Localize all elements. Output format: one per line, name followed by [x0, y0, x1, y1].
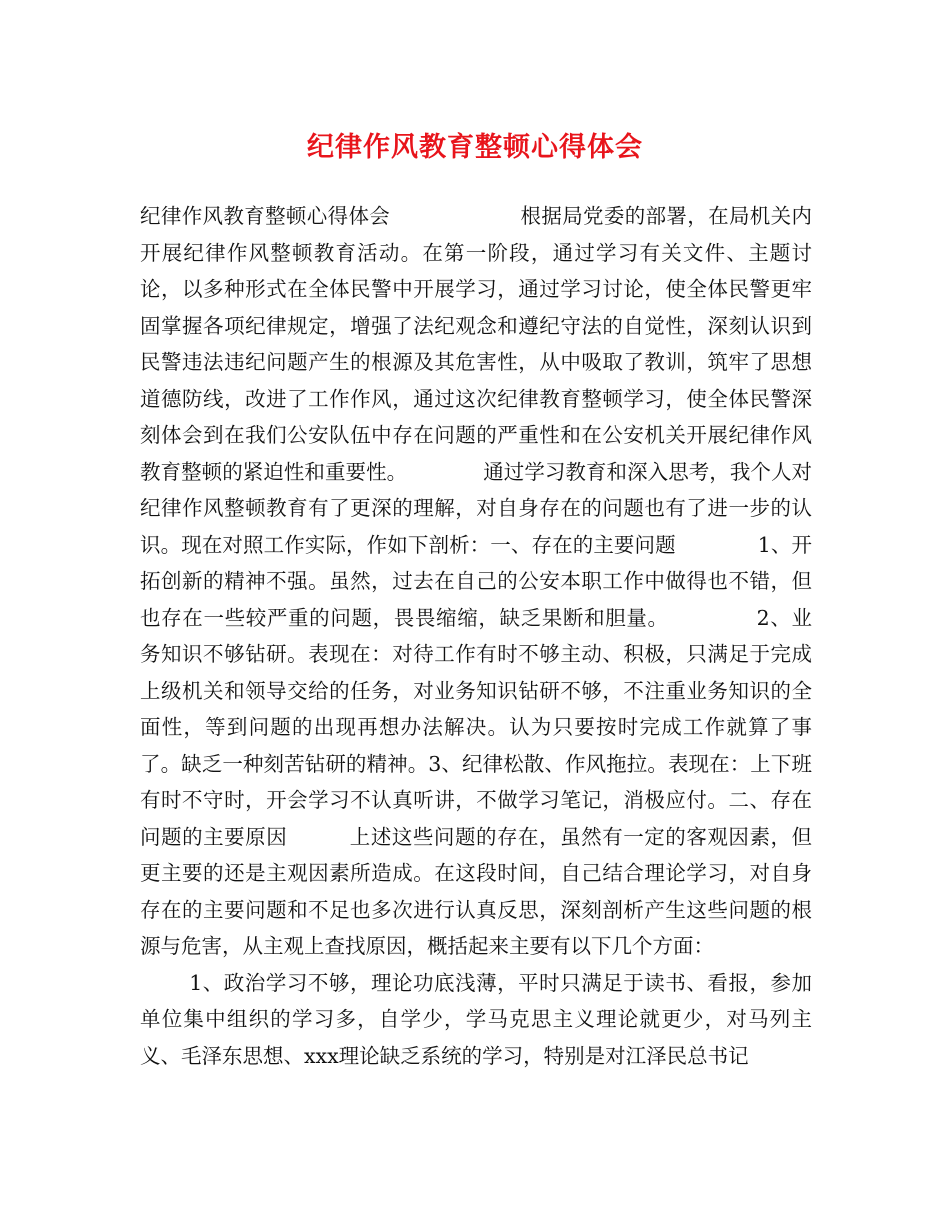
body-paragraph	[140, 198, 812, 965]
document-title: 纪律作风教育整顿心得体会	[307, 132, 643, 163]
body-segment: 通过学习教育和深入思考，我个人对纪律作风整顿教育有了更深的理解，对自身存在的问题也有了进一步的认识。现在对照工作实际，作如下剖析：一、存在的主要问题	[140, 459, 812, 557]
body-segment: 1、开拓创新的精神不强。虽然，过去在自己的公安本职工作中做得也不错，但也存在一些较严重的问题，畏畏缩缩，缺乏果断和胆量。	[140, 532, 813, 630]
document-body	[140, 198, 812, 1074]
body-segment: 根据局党委的部署，在局机关内开展纪律作风整顿教育活动。在第一阶段，通过学习有关文件、主题讨论，以多种形式在全体民警中开展学习，通过学习讨论，使全体民警更牢固掌握各项纪律规定，增强了法纪观念和遵纪守法的自觉性，深刻认识到民警违法违纪问题产生的根源及其危害性，从中吸取了教训，筑牢了思想道德防线，改进了工作作风，通过这次纪律教育整顿学习，使全体民警深刻体会到在我们公安队伍中存在问题的严重性和在公安机关开展纪律作风教育整顿的紧迫性和重要性。	[140, 204, 813, 484]
body-segment: 上述这些问题的存在，虽然有一定的客观因素，但更主要的还是主观因素所造成。在这段时间，自己结合理论学习，对自身存在的主要问题和不足也多次进行认真反思，深刻剖析产生这些问题的根源与危害，从主观上查找原因，概括起来主要有以下几个方面：	[140, 824, 813, 958]
body-segment: 2、业务知识不够钻研。表现在：对待工作有时不够主动、积极，只满足于完成上级机关和领导交给的任务，对业务知识钻研不够，不注重业务知识的全面性，等到问题的出现再想办法解决。认为只要按时完成工作就算了事了。缺乏一种刻苦钻研的精神。3、纪律松散、作风拖拉。表现在：上下班有时不守时，开会学习不认真听讲，不做学习笔记，消极应付。二、存在问题的主要原因	[140, 605, 813, 849]
inline-heading: 纪律作风教育整顿心得体会	[140, 204, 391, 228]
body-paragraph: 1、政治学习不够，理论功底浅薄，平时只满足于读书、看报，参加单位集中组织的学习多，自学少，学马克思主义理论就更少，对马列主义、毛泽东思想、xxx理论缺乏系统的学习，特别是对江泽民总书记	[140, 970, 812, 1068]
